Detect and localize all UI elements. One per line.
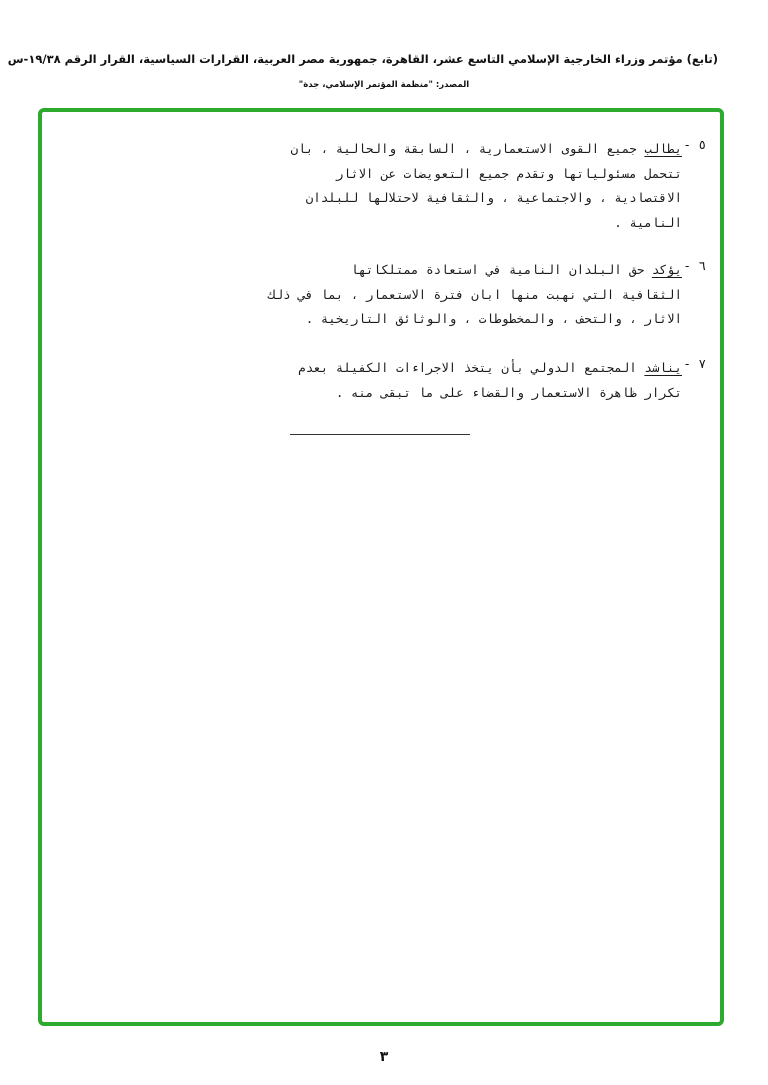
clause-number-7: ٧ - (683, 356, 706, 371)
clause-number-6: ٦ - (683, 258, 706, 273)
clause-verb: يناشد (644, 360, 682, 375)
clause-line: الثقافية التي نهبت منها ابان فترة الاستعمار ، بما في ذلك (268, 286, 682, 302)
clause-line-text: جميع القوى الاستعمارية ، السابقة والحالية ، بان (290, 141, 645, 156)
clause-6 (268, 258, 682, 332)
document-header-title: (تابع) مؤتمر وزراء الخارجية الإسلامي التاسع عشر، القاهرة، جمهورية مصر العربية، القرارات السياسية، القرار الرقم ١٩/٣٨-س (7, 52, 718, 66)
clause-line: تكرار ظاهرة الاستعمار والقضاء على ما تبقى منه . (335, 384, 682, 400)
content-frame (38, 108, 724, 1026)
clause-5 (291, 137, 682, 235)
clause-line (268, 258, 682, 283)
clause-7 (298, 356, 682, 405)
clause-line-text: المجتمع الدولي بأن يتخذ الاجراءات الكفيلة بعدم (298, 360, 645, 375)
clause-line: الاقتصادية ، والاجتماعية ، والثقافية لاحتلالها للبلدان (305, 190, 682, 205)
clause-number-5: ٥ - (683, 137, 706, 152)
page-number: ٣ (379, 1049, 389, 1065)
clause-line (298, 356, 682, 381)
clause-line: الاثار ، والتحف ، والمخطوطات ، والوثائق التاريخية . (305, 311, 682, 326)
clause-verb: يؤكد (651, 262, 682, 277)
clause-line-text: حق البلدان النامية في استعادة ممتلكاتها (350, 262, 652, 277)
clause-line: النامية . (614, 214, 682, 230)
document-source-line: المصدر: "منظمة المؤتمر الإسلامي، جدة" (298, 80, 470, 90)
clause-line (291, 137, 682, 162)
end-of-text-rule (290, 434, 470, 435)
clause-line: تتحمل مسئولياتها وتقدم جميع التعويضات عن الاثار (335, 165, 682, 181)
clause-verb: يطالب (644, 141, 682, 156)
